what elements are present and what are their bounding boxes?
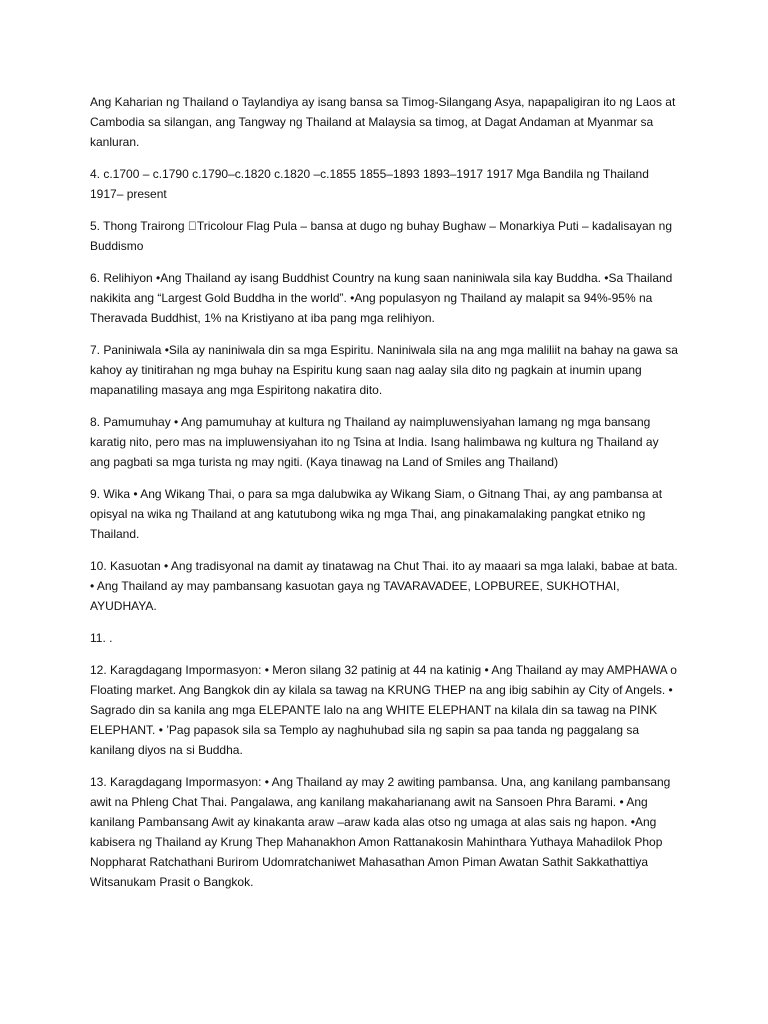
document-body [90,92,680,904]
paragraph-clothing: 10. Kasuotan • Ang tradisyonal na damit ay tinatawag na Chut Thai. ito ay maaari sa mga lalaki, babae at bata. • Ang Thailand ay may pambansang kasuotan gaya ng TAVARAVADEE, LOPBUREE, SUKHOTHAI, AYUDHAYA. [90,559,678,613]
paragraph-religion: 6. Relihiyon •Ang Thailand ay isang Buddhist Country na kung saan naniniwala sila kay Buddha. •Sa Thailand nakikita ang “Largest Gold Buddha in the world”. •Ang populasyon ng Thailand ay malapit sa 94%-95% na Theravada Buddhist, 1% na Kristiyano at iba pang mga relihiyon. [90,271,673,325]
paragraph-flags-history: 4. c.1700 – c.1790 c.1790–c.1820 c.1820 –c.1855 1855–1893 1893–1917 1917 Mga Bandila ng Thailand 1917– present [90,167,649,201]
paragraph-eleven: 11. . [90,631,113,645]
paragraph-language: 9. Wika • Ang Wikang Thai, o para sa mga dalubwika ay Wikang Siam, o Gitnang Thai, ay ang pambansa at opisyal na wika ng Thailand at ang katutubong wika ng mga Thai, ang pinakamalaking pangkat etniko ng Thailand. [90,487,663,541]
paragraph-additional-info-1: 12. Karagdagang Impormasyon: • Meron silang 32 patinig at 44 na katinig • Ang Thailand ay may AMPHAWA o Floating market. Ang Bangkok din ay kilala sa tawag na KRUNG THEP na ang ibig sabihin ay City of Angels. • Sagrado din sa kanila ang mga ELEPANTE lalo na ang WHITE ELEPHANT na kilala din sa tawag na PINK ELEPHANT. • ’Pag papasok sila sa Templo ay naghuhubad sila ng sapin sa paa tanda ng paggalang sa kanilang diyos na si Buddha. [90,663,677,757]
paragraph-additional-info-2: 13. Karagdagang Impormasyon: • Ang Thailand ay may 2 awiting pambansa. Una, ang kanilang pambansang awit na Phleng Chat Thai. Pangalawa, ang kanilang makaharianang awit na Sansoen Phra Barami. • Ang kanilang Pambansang Awit ay kinakanta araw –araw kada alas otso ng umaga at alas sais ng hapon. •Ang kabisera ng Thailand ay Krung Thep Mahanakhon Amon Rattanakosin Mahinthara Yuthaya Mahadilok Phop Noppharat Ratchathani Burirom Udomratchaniwet Mahasathan Amon Piman Awatan Sathit Sakkathattiya Witsanukam Prasit o Bangkok. [90,775,671,889]
paragraph-intro: Ang Kaharian ng Thailand o Taylandiya ay isang bansa sa Timog-Silangang Asya, napapaligiran ito ng Laos at Cambodia sa silangan, ang Tangway ng Thailand at Malaysia sa timog, at Dagat Andaman at Myanmar sa kanluran. [90,95,676,149]
paragraph-tricolour-flag: 5. Thong Trairong  Tricolour Flag Pula – bansa at dugo ng buhay Bughaw – Monarkiya Puti – kadalisayan ng Buddismo [90,219,673,253]
paragraph-way-of-life: 8. Pamumuhay • Ang pamumuhay at kultura ng Thailand ay naimpluwensiyahan lamang ng mga bansang karatig nito, pero mas na impluwensiyahan ito ng Tsina at India. Isang halimbawa ng kultura ng Thailand ay ang pagbati sa mga turista ng may ngiti. (Kaya tinawag na Land of Smiles ang Thailand) [90,415,659,469]
paragraph-beliefs: 7. Paniniwala •Sila ay naniniwala din sa mga Espiritu. Naniniwala sila na ang mga maliliit na bahay na gawa sa kahoy ay tinitirahan ng mga buhay na Espiritu kung saan nag aalay sila dito ng pagkain at inumin upang mapanatiling masaya ang mga Espiritong nakatira dito. [90,343,678,397]
